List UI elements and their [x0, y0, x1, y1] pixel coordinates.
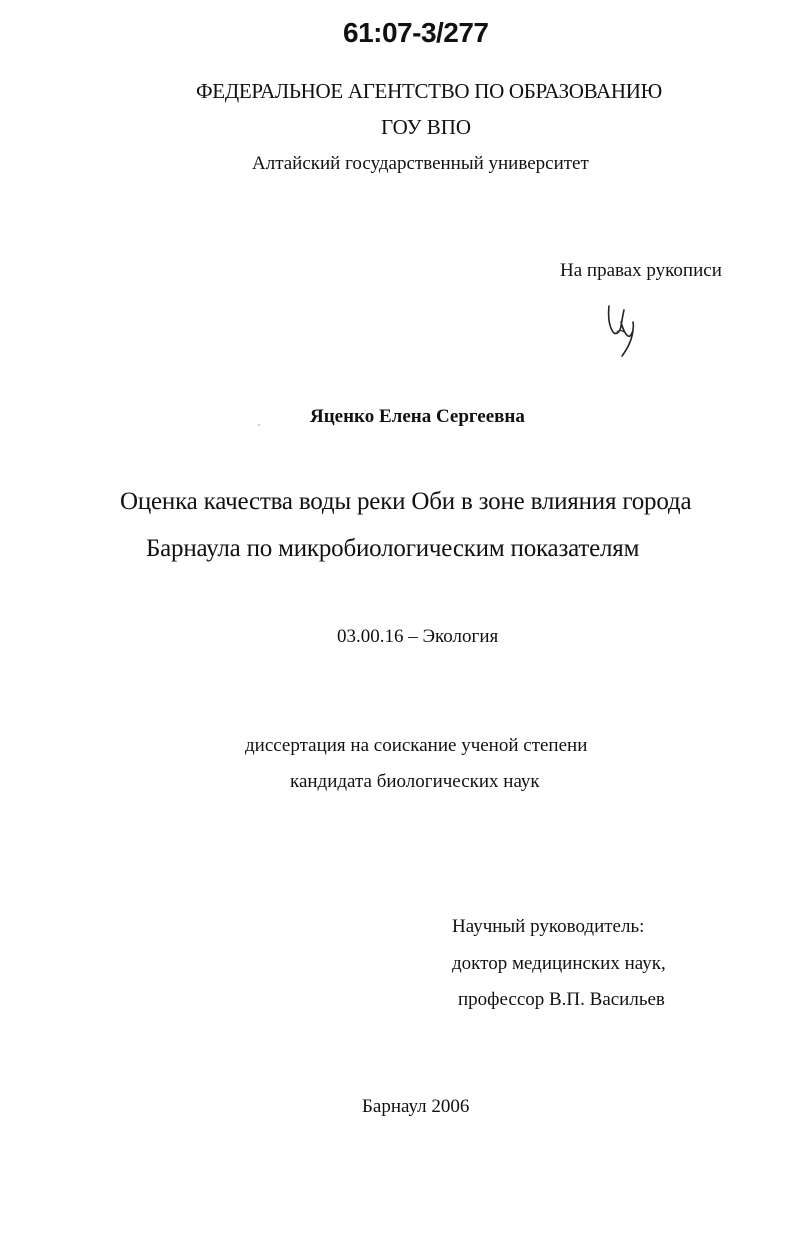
scan-speck [258, 424, 260, 426]
agency-name: ФЕДЕРАЛЬНОЕ АГЕНТСТВО ПО ОБРАЗОВАНИЮ [196, 79, 662, 103]
thesis-title-line-2: Барнаула по микробиологическим показателям [146, 535, 640, 562]
signature-icon [603, 300, 643, 358]
specialty-code: 03.00.16 – Экология [337, 626, 499, 647]
degree-line-2: кандидата биологических наук [290, 771, 540, 792]
degree-line-1: диссертация на соискание ученой степени [245, 735, 588, 756]
institution-type: ГОУ ВПО [381, 115, 472, 139]
place-and-year: Барнаул 2006 [362, 1096, 470, 1117]
catalog-stamp: 61:07-3/277 [343, 17, 489, 48]
thesis-title-line-1: Оценка качества воды реки Оби в зоне влияния города [120, 488, 692, 515]
supervisor-rank: доктор медицинских наук, [452, 953, 666, 974]
supervisor-label: Научный руководитель: [452, 916, 645, 937]
manuscript-note: На правах рукописи [560, 260, 722, 281]
supervisor-name: профессор В.П. Васильев [458, 989, 665, 1010]
university-name: Алтайский государственный университет [252, 153, 589, 174]
author-name: Яценко Елена Сергеевна [310, 406, 525, 427]
